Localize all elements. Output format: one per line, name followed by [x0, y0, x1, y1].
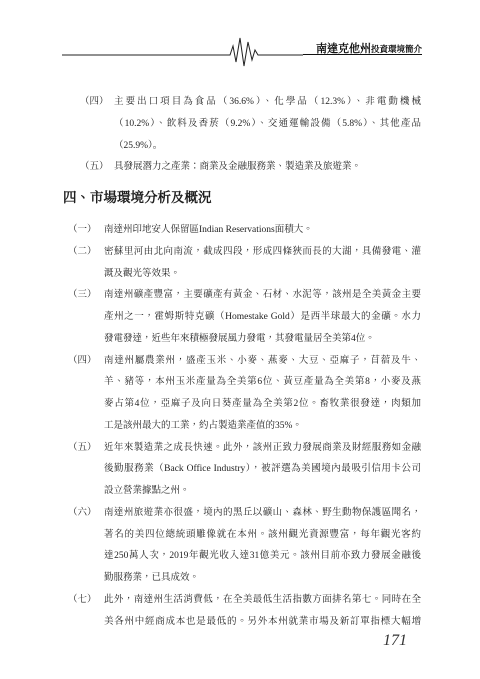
list-item: [68, 503, 421, 590]
paragraph-line: （25.9%）。: [114, 140, 163, 151]
item-body: [104, 590, 421, 634]
page-number: 171: [383, 632, 407, 649]
item-marker: （六）: [68, 507, 97, 518]
paragraph-line: 具發展潛力之產業：商業及金融服務業、製造業及旅遊業。: [114, 162, 362, 173]
section-list: [68, 220, 421, 633]
item-marker: （三）: [68, 290, 97, 301]
paragraph-line: 此外，南達州生活消費低，在全美最低生活指數方面排名第七。同時在全: [104, 594, 421, 605]
paragraph-line: 溉及觀光等效果。: [104, 268, 181, 279]
paragraph-line: 密蘇里河由北向南流，截成四段，形成四條狹而長的大湖，具備發電、灌: [104, 246, 421, 257]
paragraph-line: 南達州印地安人保留區Indian Reservations面積大。: [104, 225, 313, 235]
paragraph-line: （10.2%）、飲料及香菸（9.2%）、交通運輸設備（5.8%）、其他產品: [114, 118, 421, 129]
paragraph-line: 設立營業據點之州。: [104, 486, 190, 496]
paragraph-line: 麥占第4位，亞麻子及向日葵產量為全美第2位。畜牧業很發達，肉類加: [104, 399, 421, 409]
item-body: [104, 503, 421, 590]
item-marker: （七）: [68, 594, 97, 605]
paragraph-line: 主要出口項目為食品（36.6%）、化學品（12.3%）、非電動機械: [114, 97, 421, 107]
item-body: [104, 351, 421, 438]
running-header-title: 南達克他州: [315, 43, 371, 55]
list-item: [68, 220, 421, 242]
list-item: [68, 351, 421, 438]
paragraph-line: 發電發達，近些年來積極發展風力發電，其發電量居全美第4位。: [104, 333, 375, 344]
item-body: [104, 242, 421, 286]
running-header: [303, 41, 422, 55]
list-item: [68, 242, 421, 286]
item-marker: （一）: [68, 225, 97, 235]
paragraph-line: 美各州中經商成本也是最低的。另外本州就業市場及新訂單指標大幅增: [104, 616, 421, 627]
item-body: [114, 92, 421, 157]
list-item: [68, 438, 421, 503]
section-heading: 四、市場環境分析及概況: [63, 190, 212, 205]
paragraph-line: 達250萬人次，2019年觀光收入達31億美元。該州目前亦致力發展金融後: [104, 551, 421, 562]
item-marker: （五）: [68, 442, 97, 453]
running-header-subtitle: 投資環境簡介: [370, 44, 422, 54]
item-marker: （四）: [68, 355, 97, 366]
list-item: [68, 590, 421, 634]
item-marker: （四）: [80, 97, 109, 107]
intro-list: [80, 92, 421, 179]
item-body: [104, 438, 421, 503]
paragraph-line: 南達州屬農業州，盛產玉米、小麥、燕麥、大豆、亞麻子，苜蓿及牛、: [104, 355, 421, 366]
item-marker: （二）: [68, 246, 97, 257]
paragraph-line: 近年來製造業之成長快速。此外，該州正致力發展商業及財經服務如金融: [104, 442, 421, 453]
paragraph-line: 羊、豬等，本州玉米產量為全美第6位、黃豆產量為全美第8，小麥及燕: [104, 377, 421, 388]
item-body: [114, 157, 421, 179]
item-marker: （五）: [80, 162, 109, 173]
paragraph-line: 南達州礦產豐富，主要礦產有黃金、石材、水泥等，該州是全美黃金主要: [104, 290, 421, 301]
paragraph-line: 工是該州最大的工業，約占製造業產值的35%。: [104, 420, 302, 431]
paragraph-line: 南達州旅遊業亦很盛，境內的黑丘以礦山、森林、野生動物保護區聞名，: [104, 507, 421, 518]
item-body: [104, 285, 421, 350]
paragraph-line: 著名的美四位總統頭雕像就在本州。該州觀光資源豐富，每年觀光客約: [104, 529, 421, 540]
paragraph-line: 勤服務業，已具成效。: [104, 573, 200, 583]
paragraph-line: 後勤服務業（Back Office Industry），被評選為美國境內最吸引信用卡公司: [104, 464, 421, 475]
paragraph-line: 產州之一，霍姆斯特克礦（Homestake Gold）是西半球最大的金礦。水力: [104, 312, 421, 322]
list-item: [80, 157, 421, 179]
list-item: [80, 92, 421, 157]
item-body: [104, 220, 421, 242]
list-item: [68, 285, 421, 350]
